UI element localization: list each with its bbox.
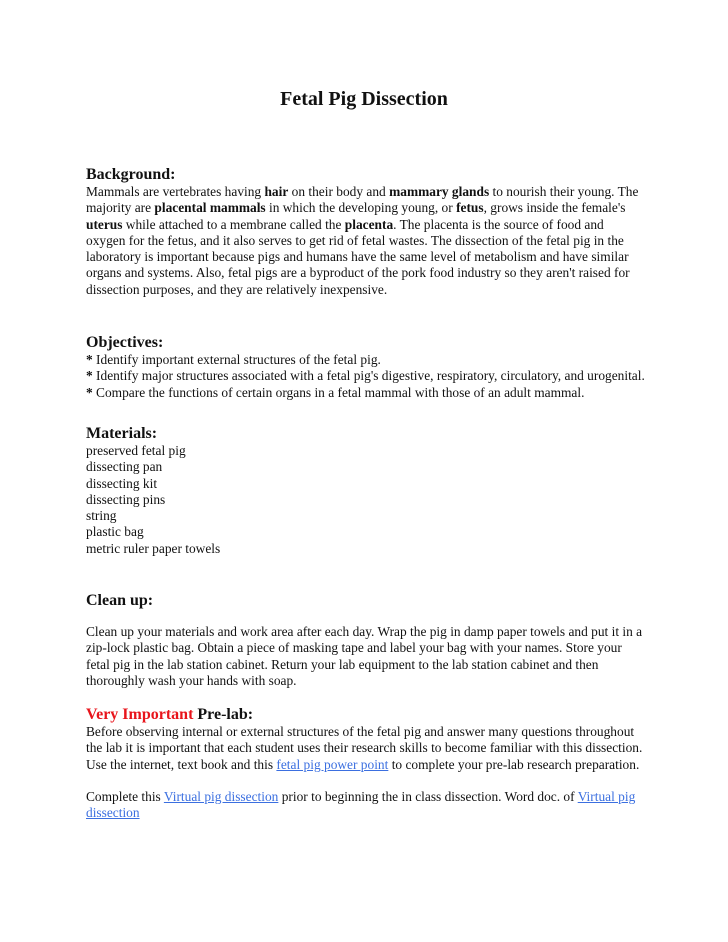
text: to nourish their young. The majority are (86, 184, 639, 216)
bullet: * (86, 384, 93, 400)
materials-section (86, 424, 646, 557)
material-item: dissecting pan (86, 459, 163, 475)
prelab-label: Pre-lab: (193, 706, 254, 723)
background-section (86, 165, 646, 298)
very-important-label: Very Important (86, 706, 194, 723)
bold-term: placental mammals (154, 200, 266, 216)
material-item: metric ruler paper towels (86, 540, 221, 556)
text: . The placenta is the source of food and oxygen for the fetus, and it also serves to get rid of fetal wastes. The dissection of the fetal pig in the laboratory is important because pigs and humans have the same level of metabolism and have similar organs and systems. Also, fetal pigs are a byproduct of the pork food industry so they aren't raised for dissection purposes, and they are relatively inexpensive. (86, 216, 630, 297)
cleanup-paragraph: Clean up your materials and work area after each day. Wrap the pig in damp paper towels and put it in a zip-lock plastic bag. Obtain a piece of masking tape and label your bag with your names. Store your fetal pig in the lab station cabinet. Return your lab equipment to the lab station cabinet and then thoroughly wash your hands with soap. (86, 624, 643, 688)
bold-term: placenta (344, 216, 394, 232)
material-item: preserved fetal pig (86, 443, 186, 458)
material-item: dissecting kit (86, 475, 158, 491)
text: Complete this (86, 788, 164, 804)
bullet: * (86, 368, 93, 384)
fetal-pig-power-point-link[interactable]: fetal pig power point (276, 756, 389, 772)
prelab-paragraph (86, 724, 646, 773)
text: prior to beginning the in class dissection. Word doc. of (278, 788, 578, 804)
text: to complete your pre-lab research preparation. (388, 756, 640, 772)
objective-text: Identify major structures associated with a fetal pig's digestive, respiratory, circulatory, and urogenital. (92, 368, 645, 384)
objective-text: Identify important external structures of the fetal pig. (92, 352, 381, 367)
bold-term: mammary glands (389, 184, 490, 199)
page-title: Fetal Pig Dissection (280, 88, 448, 110)
objective-text: Compare the functions of certain organs in a fetal mammal with those of an adult mammal. (92, 384, 585, 400)
objectives-section (86, 333, 646, 401)
material-item: dissecting pins (86, 491, 166, 507)
prelab-heading (86, 705, 646, 724)
cleanup-heading: Clean up: (86, 592, 154, 609)
bullet: * (86, 352, 93, 367)
background-paragraph (86, 184, 646, 298)
bold-term: fetus (456, 200, 484, 216)
objectives-heading: Objectives: (86, 334, 164, 351)
text: Before observing internal or external structures of the fetal pig and answer many questions throughout the lab it is important that each student uses their research skills to become familiar with this dissection. Use the internet, text book and this (86, 724, 643, 772)
text: Mammals are vertebrates having (86, 184, 265, 199)
prelab-section (86, 705, 646, 821)
text: while attached to a membrane called the (122, 216, 345, 232)
text: , grows inside the female's (483, 200, 626, 216)
virtual-dissection-paragraph (86, 789, 646, 822)
bold-term: hair (264, 184, 289, 199)
text: on their body and (288, 184, 390, 199)
material-item: string (86, 508, 117, 524)
objective-item (86, 352, 646, 368)
objective-item (86, 385, 646, 401)
text: in which the developing young, or (265, 200, 457, 216)
materials-heading: Materials: (86, 425, 158, 442)
virtual-pig-dissection-word-doc-link[interactable]: Virtual pig dissection (86, 788, 636, 821)
cleanup-section (86, 591, 646, 689)
virtual-pig-dissection-link[interactable]: Virtual pig dissection (163, 788, 279, 804)
objective-item (86, 368, 646, 384)
material-item: plastic bag (86, 524, 144, 540)
background-heading: Background: (86, 166, 176, 183)
bold-term: uterus (86, 216, 123, 232)
